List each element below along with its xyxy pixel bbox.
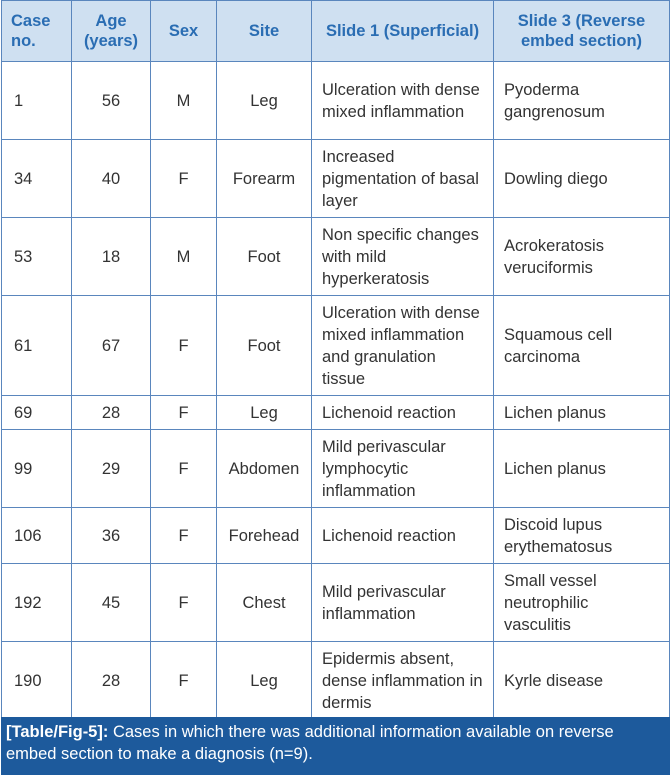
table-row	[2, 642, 670, 720]
caption-label: [Table/Fig-5]:	[6, 723, 109, 741]
cell-slide3: Kyrle disease	[494, 642, 670, 720]
cell-age: 28	[72, 396, 151, 430]
cell-site: Forehead	[217, 508, 312, 564]
cell-age: 45	[72, 564, 151, 642]
table-row	[2, 508, 670, 564]
table-row	[2, 296, 670, 396]
header-slide1: Slide 1 (Superficial)	[312, 1, 494, 62]
cell-site: Leg	[217, 62, 312, 140]
cell-age: 28	[72, 642, 151, 720]
table-header	[2, 1, 670, 62]
cell-case: 61	[2, 296, 72, 396]
caption-text: Cases in which there was additional information available on reverse embed section to make a diagnosis (n=9).	[6, 723, 614, 763]
cell-slide1: Lichenoid reaction	[312, 396, 494, 430]
cell-slide3: Dowling diego	[494, 140, 670, 218]
cell-slide1: Ulceration with dense mixed inflammation	[312, 62, 494, 140]
table-row	[2, 564, 670, 642]
cell-site: Chest	[217, 564, 312, 642]
cell-case: 34	[2, 140, 72, 218]
cell-age: 29	[72, 430, 151, 508]
cell-case: 190	[2, 642, 72, 720]
header-case: Case no.	[2, 1, 72, 62]
cell-slide3: Lichen planus	[494, 396, 670, 430]
cell-age: 18	[72, 218, 151, 296]
header-slide3: Slide 3 (Reverse embed section)	[494, 1, 670, 62]
cell-slide1: Mild perivascular lymphocytic inflammation	[312, 430, 494, 508]
cell-sex: F	[151, 430, 217, 508]
cell-site: Forearm	[217, 140, 312, 218]
cell-case: 53	[2, 218, 72, 296]
cases-table	[1, 0, 670, 720]
cell-slide1: Epidermis absent, dense inflammation in dermis	[312, 642, 494, 720]
cell-case: 69	[2, 396, 72, 430]
table-caption	[1, 717, 670, 775]
table-body	[2, 62, 670, 720]
header-row	[2, 1, 670, 62]
cell-slide1: Ulceration with dense mixed inflammation and granulation tissue	[312, 296, 494, 396]
cell-slide3: Lichen planus	[494, 430, 670, 508]
table-row	[2, 62, 670, 140]
header-site: Site	[217, 1, 312, 62]
cell-sex: F	[151, 396, 217, 430]
cell-slide3: Small vessel neutrophilic vasculitis	[494, 564, 670, 642]
cell-site: Foot	[217, 218, 312, 296]
cell-site: Leg	[217, 642, 312, 720]
cell-site: Leg	[217, 396, 312, 430]
table-row	[2, 218, 670, 296]
cell-slide3: Squamous cell carcinoma	[494, 296, 670, 396]
table-row	[2, 430, 670, 508]
cell-sex: F	[151, 140, 217, 218]
cell-slide3: Discoid lupus erythematosus	[494, 508, 670, 564]
table-row	[2, 396, 670, 430]
cell-slide3: Acrokeratosis veruciformis	[494, 218, 670, 296]
cell-case: 106	[2, 508, 72, 564]
cell-sex: F	[151, 642, 217, 720]
table-row	[2, 140, 670, 218]
cell-age: 56	[72, 62, 151, 140]
cell-slide1: Non specific changes with mild hyperkeratosis	[312, 218, 494, 296]
cell-case: 99	[2, 430, 72, 508]
cell-site: Abdomen	[217, 430, 312, 508]
header-age: Age (years)	[72, 1, 151, 62]
cell-sex: F	[151, 296, 217, 396]
cell-sex: F	[151, 508, 217, 564]
cell-slide1: Mild perivascular inflammation	[312, 564, 494, 642]
cell-site: Foot	[217, 296, 312, 396]
cell-case: 192	[2, 564, 72, 642]
cell-case: 1	[2, 62, 72, 140]
cell-age: 67	[72, 296, 151, 396]
cell-age: 40	[72, 140, 151, 218]
cell-sex: M	[151, 218, 217, 296]
cell-sex: M	[151, 62, 217, 140]
cell-sex: F	[151, 564, 217, 642]
cell-age: 36	[72, 508, 151, 564]
header-sex: Sex	[151, 1, 217, 62]
cell-slide1: Lichenoid reaction	[312, 508, 494, 564]
cell-slide1: Increased pigmentation of basal layer	[312, 140, 494, 218]
cell-slide3: Pyoderma gangrenosum	[494, 62, 670, 140]
